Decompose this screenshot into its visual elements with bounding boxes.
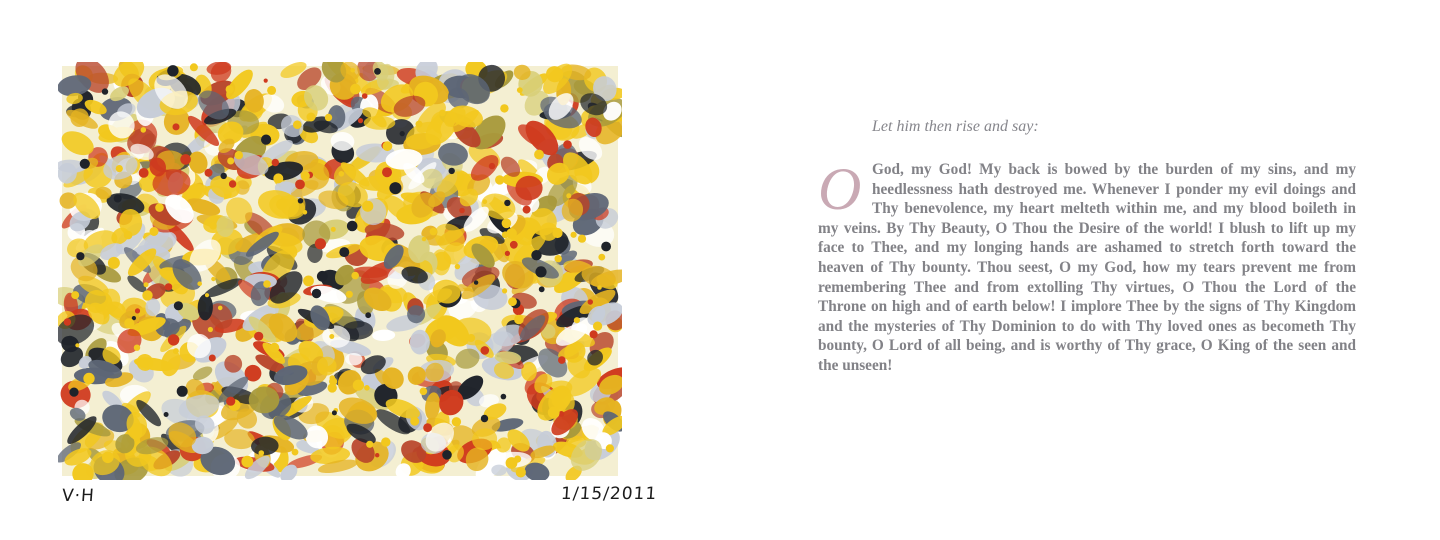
prayer-body	[818, 156, 1356, 376]
paint-speck	[332, 410, 337, 415]
paint-speck	[495, 175, 504, 184]
paint-speck	[601, 242, 611, 252]
paint-speck	[353, 380, 364, 391]
paint-speck	[114, 195, 122, 203]
paint-speck	[173, 123, 180, 130]
paint-speck	[124, 318, 134, 328]
paint-speck	[267, 86, 276, 95]
paint-speck	[292, 449, 299, 456]
paint-speck	[218, 306, 223, 311]
paint-dab	[521, 362, 537, 381]
paint-speck	[165, 283, 172, 290]
paint-speck	[307, 113, 316, 122]
paint-speck	[303, 210, 308, 215]
paint-speck	[135, 308, 140, 313]
paint-speck	[452, 417, 461, 426]
paint-speck	[205, 293, 209, 297]
paint-speck	[597, 285, 602, 290]
drop-cap: O	[818, 156, 862, 222]
paint-speck	[116, 165, 123, 172]
paint-speck	[339, 247, 349, 257]
paint-speck	[64, 318, 71, 325]
paint-speck	[502, 231, 509, 238]
paint-speck	[102, 452, 114, 464]
paint-speck	[606, 444, 614, 452]
paint-speck	[293, 120, 302, 129]
paint-speck	[578, 235, 586, 243]
paint-speck	[270, 343, 280, 353]
paint-speck	[365, 312, 371, 318]
paint-speck	[558, 356, 566, 364]
paint-speck	[298, 198, 303, 203]
paint-speck	[381, 437, 390, 446]
paint-speck	[227, 158, 234, 165]
paint-speck	[548, 407, 560, 419]
paint-speck	[209, 222, 216, 229]
paint-speck	[317, 271, 328, 282]
paint-speck	[467, 334, 475, 342]
paint-speck	[205, 169, 213, 177]
paint-speck	[180, 154, 191, 165]
paint-speck	[502, 288, 507, 293]
paint-speck	[574, 317, 580, 323]
paint-speck	[190, 63, 198, 71]
paint-speck	[350, 68, 355, 73]
paint-speck	[439, 110, 446, 117]
paint-speck	[430, 228, 438, 236]
paint-speck	[315, 238, 326, 249]
signature-date: 1/15/2011	[560, 484, 658, 504]
paint-speck	[167, 65, 178, 76]
abstract-painting	[58, 62, 622, 480]
paint-speck	[263, 280, 271, 288]
paint-speck	[410, 417, 419, 426]
paint-speck	[139, 168, 149, 178]
paint-speck	[177, 386, 188, 397]
paint-speck	[331, 227, 336, 232]
paint-speck	[534, 150, 544, 160]
paint-speck	[124, 231, 133, 240]
paint-speck	[481, 346, 490, 355]
paint-speck	[83, 373, 94, 384]
paint-speck	[142, 290, 152, 300]
paint-speck	[504, 200, 510, 206]
paint-speck	[75, 343, 79, 347]
paint-speck	[295, 180, 305, 190]
paint-speck	[312, 289, 321, 298]
paint-speck	[590, 330, 598, 338]
paint-speck	[155, 203, 164, 212]
paint-speck	[389, 182, 401, 194]
paint-speck	[173, 348, 179, 354]
paint-speck	[510, 241, 518, 249]
paint-speck	[141, 127, 147, 133]
signature-initials: V·H	[61, 486, 96, 506]
paint-speck	[329, 334, 334, 339]
paint-speck	[168, 334, 179, 345]
paint-speck	[505, 251, 510, 256]
paint-speck	[226, 397, 235, 406]
paint-speck	[259, 450, 265, 456]
paint-speck	[366, 441, 373, 448]
prayer-intro: Let him then rise and say:	[872, 118, 1039, 135]
paint-speck	[346, 291, 353, 298]
paint-speck	[501, 394, 507, 400]
paint-speck	[506, 457, 518, 469]
paint-speck	[593, 322, 602, 331]
paint-speck	[588, 299, 593, 304]
paint-speck	[516, 467, 526, 477]
paint-speck	[502, 219, 512, 229]
paint-speck	[489, 163, 495, 169]
paint-speck	[276, 199, 287, 210]
paint-speck	[571, 232, 577, 238]
paint-speck	[566, 193, 571, 198]
paint-speck	[449, 168, 455, 174]
paint-speck	[254, 332, 263, 341]
paint-speck	[481, 415, 488, 422]
paint-speck	[145, 250, 151, 256]
paint-speck	[442, 450, 452, 460]
paint-speck	[339, 171, 345, 177]
paint-speck	[482, 199, 487, 204]
paint-speck	[102, 88, 108, 94]
paint-speck	[517, 87, 523, 93]
paint-speck	[514, 315, 524, 325]
paint-speck	[535, 266, 546, 277]
paint-speck	[455, 264, 460, 269]
paint-speck	[209, 355, 216, 362]
paint-speck	[523, 206, 531, 214]
paint-speck	[221, 173, 227, 179]
paint-speck	[563, 140, 572, 149]
paint-speck	[531, 250, 541, 260]
paint-speck	[303, 276, 314, 287]
paint-speck	[301, 171, 310, 180]
paint-speck	[330, 375, 336, 381]
paint-speck	[241, 456, 253, 468]
paint-speck	[76, 252, 84, 260]
paint-speck	[273, 173, 283, 183]
paint-speck	[416, 121, 423, 128]
paint-speck	[552, 228, 562, 238]
paint-speck	[235, 151, 243, 159]
paint-speck	[400, 131, 405, 136]
paint-speck	[364, 385, 370, 391]
paint-speck	[459, 208, 465, 214]
paint-speck	[261, 135, 271, 145]
paint-speck	[539, 286, 545, 292]
paint-speck	[164, 412, 169, 417]
painting-canvas	[58, 62, 622, 480]
paint-speck	[423, 423, 432, 432]
paint-speck	[422, 237, 426, 241]
paint-speck	[272, 159, 279, 166]
prayer-text: God, my God! My back is bowed by the burden of my sins, and my heedlessness hath destroyed me. Whenever I ponder my evil doings and Thy benevolence, my heart melteth within me, and my blood boileth in my veins. By Thy Beauty, O Thou the Desire of the world! I blush to lift up my face to Thee, and my longing hands are ashamed to stretch forth toward the heaven of Thy bounty. Thou seest, O my God, how my tears prevent me from remembering Thee and from extolling Thy virtues, O Thou the Lord of the Throne on high and of earth below! I implore Thee by the signs of Thy Kingdom and the mysteries of Thy Dominion to do with Thy loved ones as becometh Thy bounty, O Lord of all being, and is worthy of Thy grace, O King of the seen and the unseen!	[818, 161, 1356, 374]
paint-speck	[80, 159, 90, 169]
paint-speck	[264, 79, 268, 83]
paint-speck	[358, 118, 363, 123]
paint-speck	[555, 255, 562, 262]
paint-speck	[350, 84, 361, 95]
paint-speck	[134, 345, 140, 351]
paint-speck	[108, 257, 120, 269]
paint-speck	[150, 227, 159, 236]
paint-speck	[362, 201, 373, 212]
paint-speck	[174, 301, 183, 310]
paint-speck	[211, 277, 215, 281]
paint-speck	[144, 282, 149, 287]
paint-speck	[229, 180, 236, 187]
paint-speck	[328, 383, 337, 392]
paint-speck	[375, 453, 379, 457]
paint-speck	[347, 221, 358, 232]
paint-speck	[598, 254, 605, 261]
paint-speck	[362, 93, 368, 99]
paint-speck	[500, 104, 508, 112]
paint-speck	[383, 141, 393, 151]
paint-speck	[226, 85, 234, 93]
paint-speck	[420, 388, 428, 396]
paint-speck	[325, 114, 332, 121]
paint-speck	[208, 327, 213, 332]
paint-speck	[197, 281, 202, 286]
paint-speck	[382, 167, 392, 177]
paint-speck	[71, 291, 79, 299]
paint-speck	[69, 388, 78, 397]
paint-speck	[474, 280, 478, 284]
paint-speck	[508, 297, 517, 306]
paint-speck	[374, 68, 381, 75]
paint-speck	[351, 272, 359, 280]
